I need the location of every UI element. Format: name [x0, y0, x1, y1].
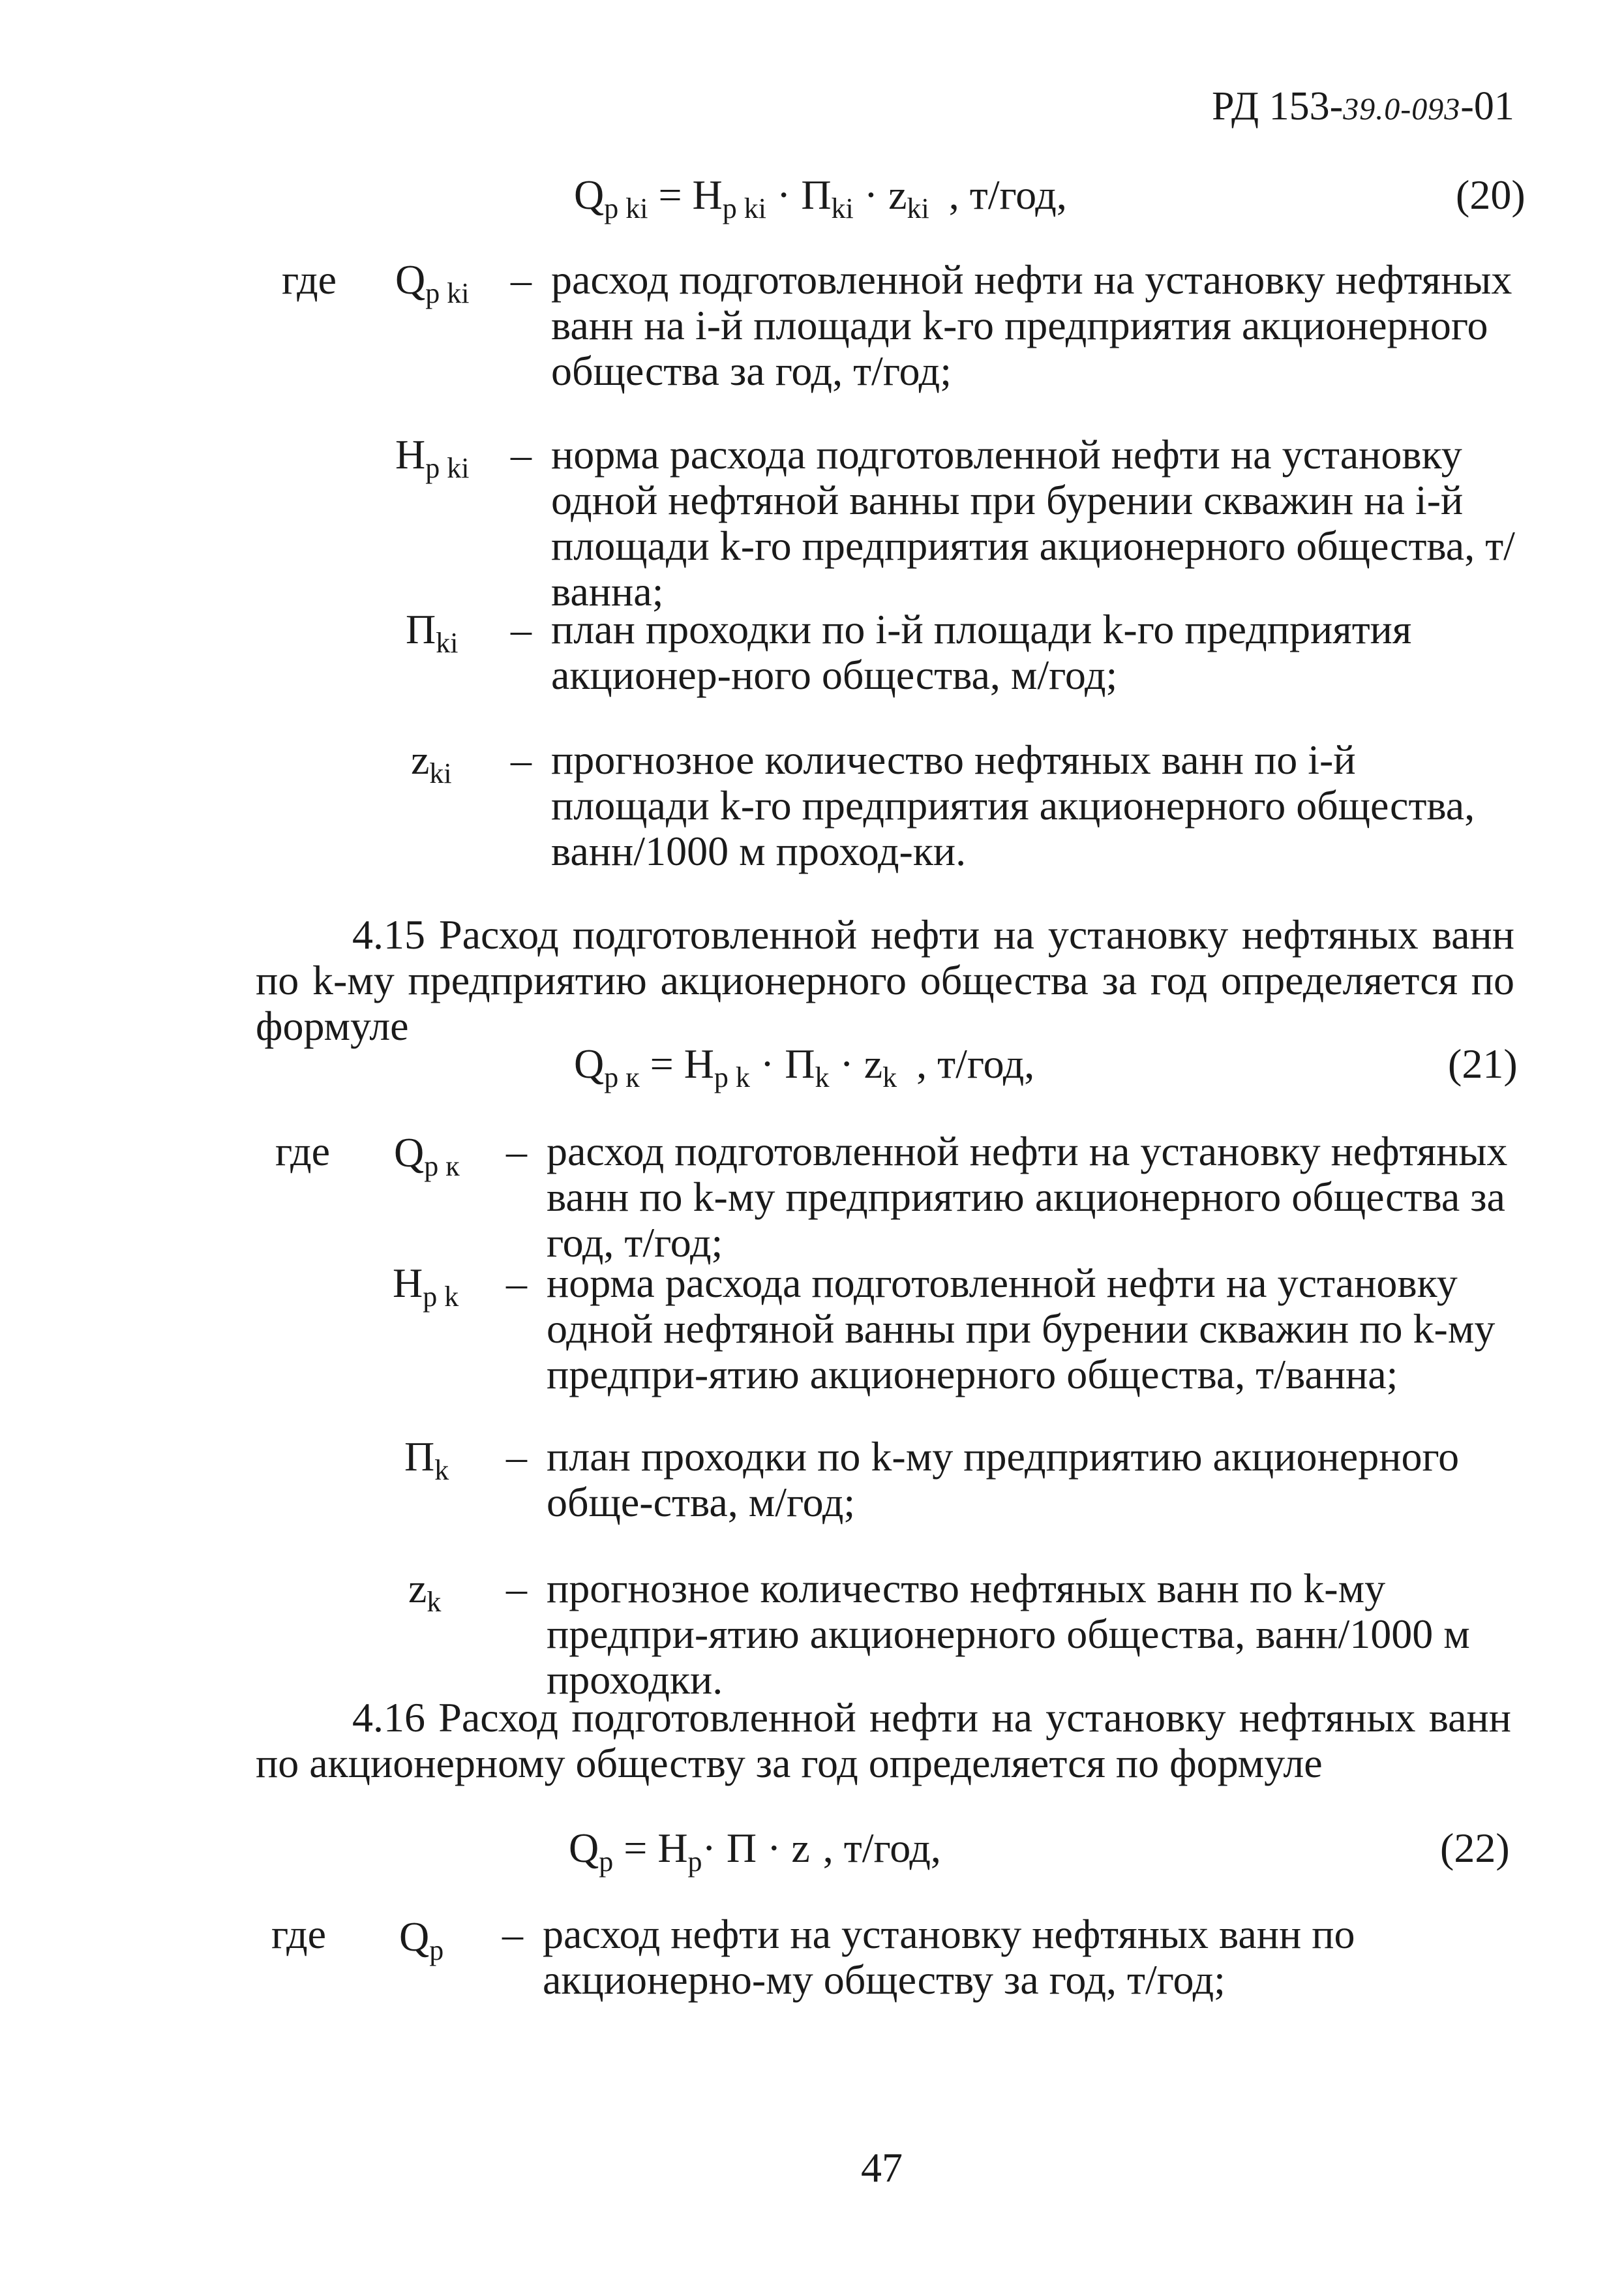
where-label-21: где — [275, 1128, 331, 1174]
multiply-dot: · — [777, 172, 791, 218]
def20-text-4 — [511, 737, 1520, 874]
def20-symbol-3 — [406, 605, 459, 659]
def21-symbol-1-main: Q — [394, 1129, 425, 1176]
def20-symbol-4-sub: ki — [429, 757, 452, 789]
def21-symbol-4 — [408, 1564, 442, 1618]
equation-number-21: (21) — [1448, 1041, 1518, 1087]
def20-symbol-1-sub: р ki — [425, 277, 470, 309]
formula-22 — [569, 1824, 941, 1878]
paragraph-4-16 — [256, 1695, 1511, 1786]
formula-21-term1-sub: р k — [714, 1061, 750, 1093]
def20-text-4-body: прогнозное количество нефтяных ванн по i-й площади k-го предприятия акционерного общества, ванн/1000 м проход-ки. — [551, 737, 1475, 874]
def21-text-2 — [506, 1260, 1518, 1397]
equals-sign: = — [624, 1825, 648, 1871]
multiply-dot: · — [767, 1825, 781, 1871]
def22-symbol-1-main: Q — [399, 1913, 430, 1960]
handwritten-code: 39.0-093 — [1343, 92, 1461, 127]
dash: – — [502, 1911, 523, 1957]
formula-21-term2-sub: k — [815, 1061, 830, 1093]
formula-22-term1: Н — [657, 1825, 688, 1871]
document-code-suffix: -01 — [1460, 84, 1514, 129]
dash: – — [511, 256, 532, 303]
dash: – — [506, 1260, 527, 1306]
def21-symbol-3-sub: k — [434, 1454, 449, 1486]
def22-symbol-1-sub: р — [429, 1934, 444, 1966]
formula-22-term3: z — [791, 1825, 810, 1871]
document-code — [1212, 84, 1514, 130]
formula-21-term1: Н — [684, 1041, 714, 1087]
def21-symbol-3 — [404, 1433, 449, 1486]
def20-symbol-2-main: Н — [395, 431, 426, 478]
formula-21 — [574, 1040, 1035, 1093]
def22-text-1-body: расход нефти на установку нефтяных ванн по акционерно-му обществу за год, т/год; — [543, 1911, 1355, 2003]
dash: – — [506, 1433, 527, 1480]
formula-20-term1: Н — [692, 172, 723, 218]
dash: – — [506, 1565, 527, 1611]
def21-text-4 — [506, 1565, 1518, 1703]
def20-symbol-2 — [395, 431, 470, 484]
def20-symbol-1 — [395, 256, 470, 309]
formula-20-lhs-sub: р ki — [604, 192, 648, 224]
formula-20-term2: П — [801, 172, 832, 218]
dash: – — [511, 606, 532, 652]
page-number: 47 — [861, 2144, 903, 2191]
formula-20-term2-sub: ki — [831, 192, 854, 224]
formula-20-term3: z — [888, 172, 907, 218]
multiply-dot: · — [839, 1041, 854, 1087]
def21-symbol-4-sub: k — [427, 1586, 442, 1618]
def21-text-4-body: прогнозное количество нефтяных ванн по k-му предпри-ятию акционерного общества, ванн/1000 м проходки. — [547, 1565, 1470, 1703]
where-label-22: где — [271, 1911, 327, 1957]
formula-22-lhs: Q — [569, 1825, 599, 1871]
def20-text-1 — [511, 256, 1520, 394]
dash: – — [511, 737, 532, 783]
multiply-dot: · — [760, 1041, 775, 1087]
def20-text-2-body: норма расхода подготовленной нефти на установку одной нефтяной ванны при бурении скважин на i-й площади k-го предприятия акционерного общества, т/ванна; — [551, 431, 1515, 615]
formula-20 — [574, 171, 1067, 224]
formula-21-lhs: Q — [574, 1041, 605, 1087]
def20-text-3 — [511, 606, 1520, 698]
def20-text-3-body: план проходки по i-й площади k-го предприятия акционер-ного общества, м/год; — [551, 606, 1412, 698]
def20-symbol-3-main: П — [406, 606, 436, 652]
formula-22-term2: П — [726, 1825, 757, 1871]
def20-text-1-body: расход подготовленной нефти на установку нефтяных ванн на i-й площади k-го предприятия акционерного общества за год, т/год; — [551, 256, 1512, 394]
def20-symbol-3-sub: ki — [436, 627, 459, 659]
equals-sign: = — [658, 172, 682, 218]
dash: – — [506, 1128, 527, 1174]
def21-text-1-body: расход подготовленной нефти на установку нефтяных ванн по k-му предприятию акционерного общества за год, т/год; — [547, 1128, 1508, 1266]
equation-number-20: (20) — [1456, 172, 1526, 218]
def20-symbol-4-main: z — [411, 737, 430, 783]
def21-text-1 — [506, 1128, 1518, 1266]
def20-text-2 — [511, 431, 1520, 615]
paragraph-4-16-text: 4.16 Расход подготовленной нефти на установку нефтяных ванн по акционерному обществу за год определяется по формуле — [256, 1694, 1511, 1786]
def20-symbol-4 — [411, 736, 452, 789]
def21-text-2-body: норма расхода подготовленной нефти на установку одной нефтяной ванны при бурении скважин по k-му предпри-ятию акционерного общества, т/ванна; — [547, 1260, 1496, 1397]
def21-symbol-2-main: Н — [393, 1260, 423, 1306]
multiply-dot: · — [864, 172, 879, 218]
formula-20-term3-sub: ki — [907, 192, 929, 224]
formula-20-lhs: Q — [574, 172, 605, 218]
where-label-20: где — [282, 256, 337, 303]
def21-symbol-4-main: z — [408, 1565, 427, 1611]
paragraph-4-15 — [256, 912, 1514, 1049]
equation-number-22: (22) — [1440, 1825, 1510, 1871]
formula-21-term3-sub: k — [882, 1061, 897, 1093]
def22-text-1 — [502, 1911, 1518, 2003]
document-code-prefix: РД 153- — [1212, 84, 1344, 129]
multiply-dot: · — [702, 1825, 716, 1871]
equals-sign: = — [650, 1041, 674, 1087]
formula-20-term1-sub: р ki — [722, 192, 766, 224]
formula-21-term2: П — [785, 1041, 815, 1087]
def21-symbol-3-main: П — [404, 1433, 435, 1480]
def22-symbol-1 — [399, 1913, 444, 1966]
formula-22-unit: , т/год, — [822, 1825, 941, 1871]
formula-22-term1-sub: р — [687, 1846, 702, 1878]
def21-symbol-2-sub: р k — [423, 1281, 459, 1313]
def20-symbol-1-main: Q — [395, 256, 426, 303]
formula-21-lhs-sub: р к — [604, 1061, 640, 1093]
dash: – — [511, 431, 532, 478]
def21-text-3 — [506, 1433, 1518, 1525]
def21-text-3-body: план проходки по k-му предприятию акционерного обще-ства, м/год; — [547, 1433, 1460, 1525]
paragraph-4-15-text: 4.15 Расход подготовленной нефти на установку нефтяных ванн по k-му предприятию акционерного общества за год определяется по формуле — [256, 911, 1514, 1049]
formula-20-unit: , т/год, — [948, 172, 1067, 218]
def21-symbol-1-sub: р к — [424, 1150, 460, 1182]
formula-21-unit: , т/год, — [916, 1041, 1035, 1087]
formula-21-term3: z — [864, 1041, 883, 1087]
formula-22-lhs-sub: р — [599, 1846, 614, 1878]
def21-symbol-2 — [393, 1259, 459, 1313]
def20-symbol-2-sub: р ki — [425, 452, 470, 484]
def21-symbol-1 — [394, 1129, 460, 1182]
